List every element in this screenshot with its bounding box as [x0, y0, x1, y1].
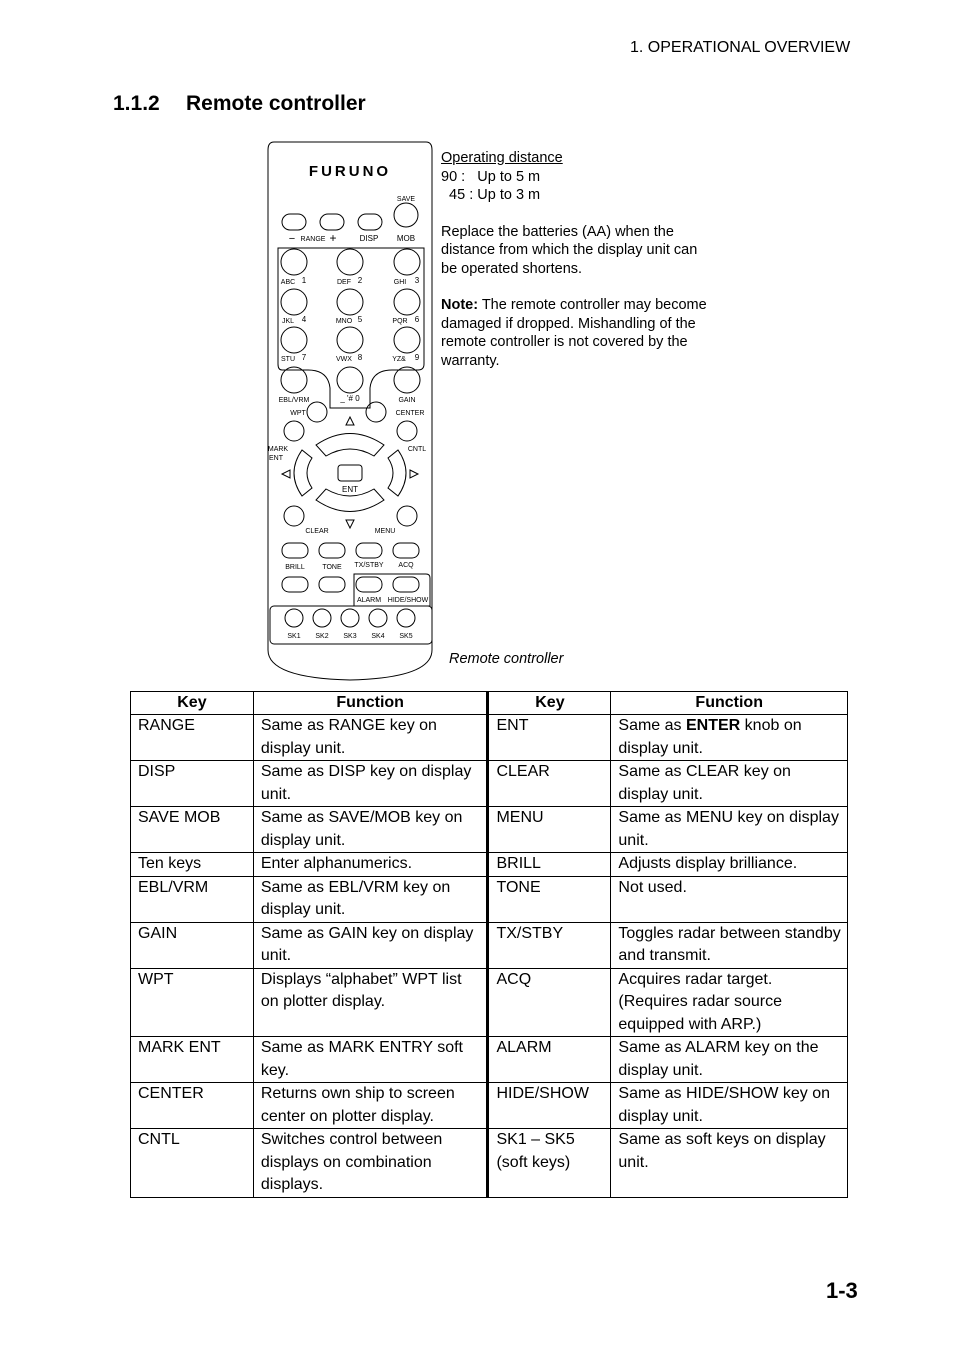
disp-key	[358, 214, 382, 230]
label-range: RANGE	[300, 236, 326, 243]
key-0	[337, 367, 363, 393]
label-plus: +	[329, 231, 337, 245]
cntl-key	[397, 421, 417, 441]
function-cell: Acquires radar target. (Requires radar source equipped with ARP.)	[611, 968, 848, 1037]
label-cntl: CNTL	[407, 446, 427, 453]
function-cell: Same as HIDE/SHOW key on display unit.	[611, 1083, 848, 1129]
label-pqr: PQR	[392, 318, 408, 325]
sk5-key	[397, 609, 415, 627]
key-cell: ALARM	[488, 1037, 611, 1083]
function-cell: Displays “alphabet” WPT list on plotter display.	[253, 968, 488, 1037]
section-heading	[113, 92, 366, 116]
pad-right	[388, 450, 406, 496]
label-stu: STU	[281, 356, 295, 363]
distance-45: 45 : Up to 3 m	[441, 187, 541, 203]
running-header: 1. OPERATIONAL OVERVIEW	[630, 39, 851, 56]
acq-key	[393, 543, 419, 558]
note-text: The remote controller may become damaged if dropped. Mishandling of the remote controller is not covered by the warranty.	[441, 297, 707, 369]
table-row	[131, 968, 848, 1037]
left-arrow-icon	[282, 470, 290, 478]
table-row	[131, 853, 848, 877]
label-5: 5	[357, 315, 363, 324]
table-row	[131, 876, 848, 922]
table-row	[131, 1083, 848, 1129]
function-cell: Toggles radar between standby and transmit.	[611, 922, 848, 968]
label-gain: GAIN	[398, 397, 416, 404]
key-cell: SK1 – SK5 (soft keys)	[488, 1129, 611, 1198]
label-9: 9	[414, 353, 420, 362]
key-cell: Ten keys	[131, 853, 254, 877]
key-cell: TONE	[488, 876, 611, 922]
figure-caption: Remote controller	[449, 651, 564, 667]
table-header-row	[131, 692, 848, 715]
label-hide-show: HIDE/SHOW	[387, 597, 429, 604]
label-sk3: SK3	[343, 633, 357, 640]
function-cell: Same as MENU key on display unit.	[611, 807, 848, 853]
function-cell: Same as MARK ENTRY soft key.	[253, 1037, 488, 1083]
key-unlabeled-2	[319, 577, 345, 592]
mark-ent-key	[284, 421, 304, 441]
label-7: 7	[301, 353, 307, 362]
label-mno: MNO	[335, 318, 353, 325]
label-2: 2	[357, 276, 363, 285]
tone-key	[319, 543, 345, 558]
range-plus-key	[320, 214, 344, 230]
key-8	[337, 327, 363, 353]
pad-left	[294, 450, 312, 496]
key-cell: CNTL	[131, 1129, 254, 1198]
label-minus: −	[288, 233, 296, 245]
key-cell: MARK ENT	[131, 1037, 254, 1083]
function-cell: Same as RANGE key on display unit.	[253, 715, 488, 761]
label-brill: BRILL	[285, 564, 305, 571]
section-title: Remote controller	[186, 92, 366, 115]
label-8: 8	[357, 353, 363, 362]
label-ebl-vrm: EBL/VRM	[278, 397, 310, 404]
key-cell: GAIN	[131, 922, 254, 968]
function-cell: Returns own ship to screen center on plotter display.	[253, 1083, 488, 1129]
distance-title: Operating distance	[441, 150, 563, 166]
tx-stby-key	[356, 543, 382, 558]
key-4	[281, 289, 307, 315]
key-cell: ENT	[488, 715, 611, 761]
header-key-2: Key	[488, 692, 611, 715]
function-cell: Same as ALARM key on the display unit.	[611, 1037, 848, 1083]
alarm-key	[356, 577, 382, 592]
pad-up	[316, 434, 384, 457]
brill-key	[282, 543, 308, 558]
header-function-1: Function	[253, 692, 488, 715]
label-0: _ '# 0	[340, 394, 360, 403]
label-def: DEF	[337, 279, 351, 286]
label-sk2: SK2	[315, 633, 329, 640]
wpt-key	[307, 402, 327, 422]
table-row	[131, 1037, 848, 1083]
label-clear: CLEAR	[305, 528, 329, 535]
label-yz: YZ&	[392, 356, 406, 363]
label-mark: MARK	[267, 446, 289, 453]
key-cell: SAVE MOB	[131, 807, 254, 853]
key-cell: DISP	[131, 761, 254, 807]
label-save: SAVE	[396, 196, 416, 203]
down-arrow-icon	[346, 520, 354, 528]
sk2-key	[313, 609, 331, 627]
key-5	[337, 289, 363, 315]
key-cell: TX/STBY	[488, 922, 611, 968]
table-row	[131, 922, 848, 968]
label-abc: ABC	[280, 279, 296, 286]
center-key	[366, 402, 386, 422]
key-function-table	[130, 691, 848, 1198]
key-cell: HIDE/SHOW	[488, 1083, 611, 1129]
range-minus-key	[282, 214, 306, 230]
key-2	[337, 249, 363, 275]
gain-key	[394, 367, 420, 393]
label-acq: ACQ	[398, 562, 414, 569]
sk3-key	[341, 609, 359, 627]
function-cell: Same as GAIN key on display unit.	[253, 922, 488, 968]
key-cell: MENU	[488, 807, 611, 853]
table-row	[131, 807, 848, 853]
table-row	[131, 761, 848, 807]
header-key-1: Key	[131, 692, 254, 715]
brand-logo: FURUNO	[308, 163, 392, 180]
sk4-key	[369, 609, 387, 627]
label-menu: MENU	[374, 528, 396, 535]
label-disp: DISP	[359, 234, 379, 243]
key-cell: ACQ	[488, 968, 611, 1037]
function-cell: Adjusts display brilliance.	[611, 853, 848, 877]
save-key	[394, 203, 418, 227]
function-cell: Same as EBL/VRM key on display unit.	[253, 876, 488, 922]
label-ent: ENT	[342, 485, 358, 494]
section-number: 1.1.2	[113, 92, 160, 115]
key-cell: CLEAR	[488, 761, 611, 807]
menu-key	[397, 506, 417, 526]
key-cell: RANGE	[131, 715, 254, 761]
label-6: 6	[414, 315, 420, 324]
up-arrow-icon	[346, 417, 354, 425]
key-6	[394, 289, 420, 315]
battery-note: Replace the batteries (AA) when the distance from which the display unit can be operated shortens.	[441, 223, 698, 277]
key-cell: WPT	[131, 968, 254, 1037]
label-sk4: SK4	[371, 633, 385, 640]
function-cell: Same as DISP key on display unit.	[253, 761, 488, 807]
hide-show-key	[393, 577, 419, 592]
function-cell: Same as CLEAR key on display unit.	[611, 761, 848, 807]
function-cell: Same as soft keys on display unit.	[611, 1129, 848, 1198]
ent-key	[338, 465, 362, 481]
header-function-2: Function	[611, 692, 848, 715]
table-row	[131, 715, 848, 761]
key-9	[394, 327, 420, 353]
function-cell: Not used.	[611, 876, 848, 922]
function-cell: Same as SAVE/MOB key on display unit.	[253, 807, 488, 853]
note-label: Note:	[441, 297, 479, 313]
side-notes	[441, 149, 711, 370]
key-cell: EBL/VRM	[131, 876, 254, 922]
page-number: 1-3	[826, 1278, 858, 1303]
label-sk5: SK5	[399, 633, 413, 640]
function-cell: Same as ENTER knob on display unit.	[611, 715, 848, 761]
ebl-vrm-key	[281, 367, 307, 393]
table-row	[131, 1129, 848, 1198]
label-jkl: JKL	[281, 318, 295, 325]
label-vwx: VWX	[336, 356, 352, 363]
label-mark-ent: ENT	[269, 455, 283, 462]
label-sk1: SK1	[287, 633, 301, 640]
key-unlabeled-1	[282, 577, 308, 592]
key-cell: BRILL	[488, 853, 611, 877]
distance-90: 90 : Up to 5 m	[441, 168, 541, 185]
label-4: 4	[301, 315, 307, 324]
label-mob: MOB	[396, 234, 416, 243]
sk1-key	[285, 609, 303, 627]
key-cell: CENTER	[131, 1083, 254, 1129]
label-alarm: ALARM	[356, 597, 382, 604]
right-arrow-icon	[410, 470, 418, 478]
key-3	[394, 249, 420, 275]
label-tx-stby: TX/STBY	[354, 562, 384, 569]
label-center: CENTER	[395, 410, 425, 417]
function-cell: Enter alphanumerics.	[253, 853, 488, 877]
label-tone: TONE	[322, 564, 342, 571]
warning-note	[441, 296, 711, 370]
label-3: 3	[414, 276, 420, 285]
remote-controller-figure	[262, 140, 438, 682]
label-1: 1	[301, 276, 307, 285]
label-wpt: WPT	[290, 410, 306, 417]
key-7	[281, 327, 307, 353]
function-cell: Switches control between displays on combination displays.	[253, 1129, 488, 1198]
clear-key	[284, 506, 304, 526]
label-ghi: GHI	[393, 279, 407, 286]
key-1	[281, 249, 307, 275]
